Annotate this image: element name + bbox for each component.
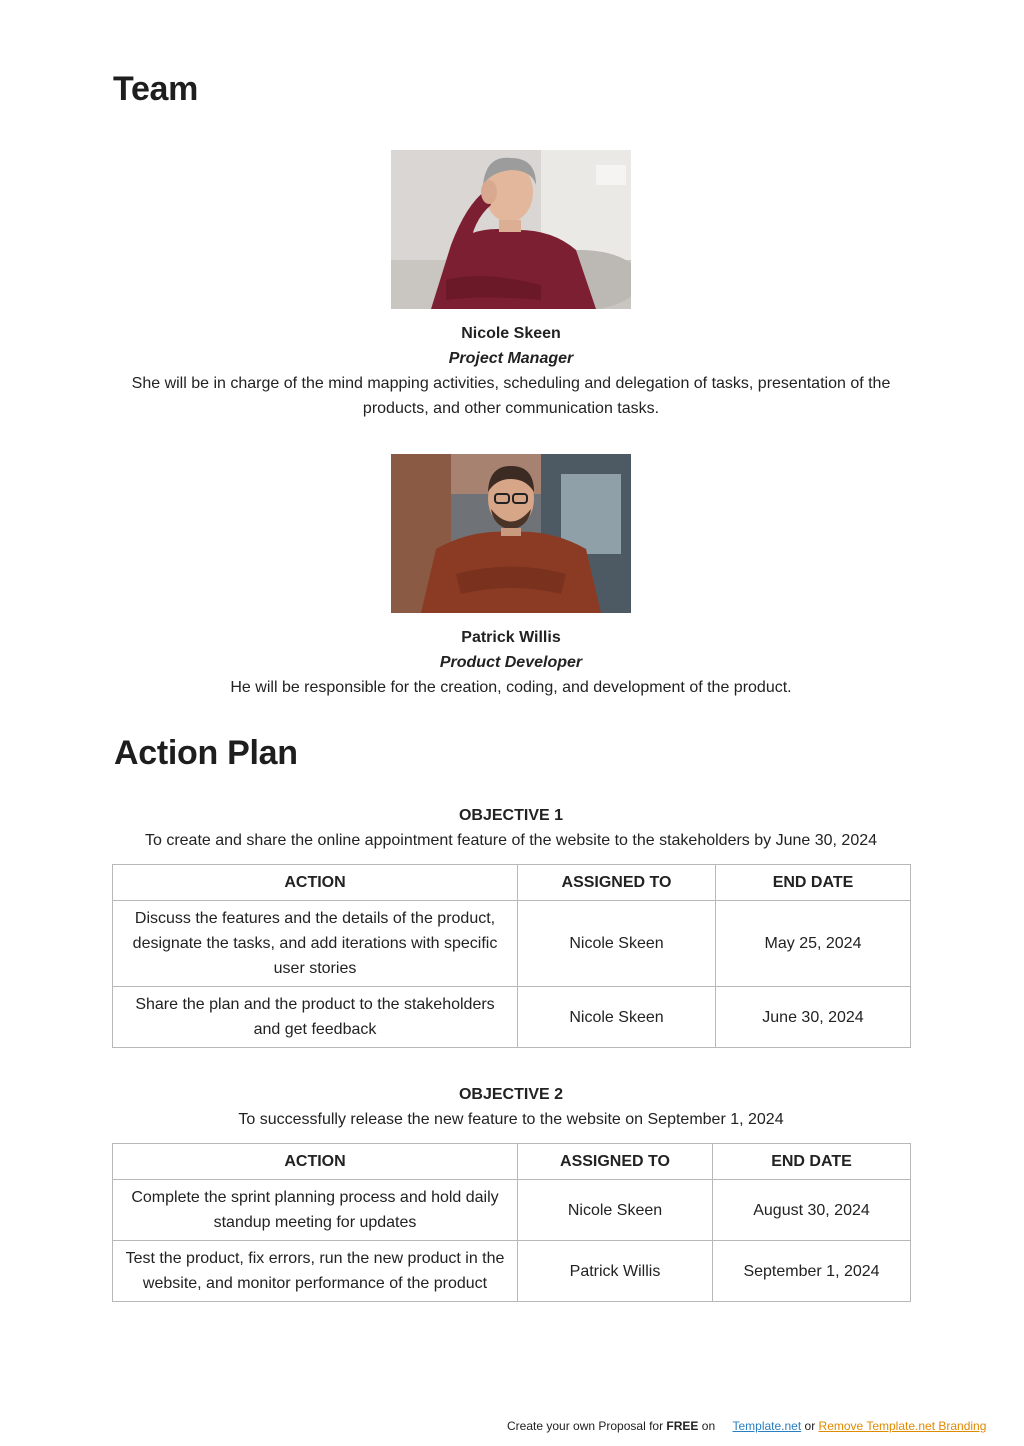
assigned-to-cell: Nicole Skeen bbox=[518, 1180, 713, 1241]
team-heading: Team bbox=[113, 70, 199, 108]
end-date-cell: August 30, 2024 bbox=[713, 1180, 911, 1241]
member-description: She will be in charge of the mind mapping activities, scheduling and delegation of tasks, presentation of the products, and other communication tasks. bbox=[131, 375, 891, 417]
assigned-to-cell: Nicole Skeen bbox=[518, 987, 716, 1048]
objective-title: OBJECTIVE 2 bbox=[458, 1086, 564, 1103]
action-cell: Share the plan and the product to the stakeholders and get feedback bbox=[113, 987, 518, 1048]
patrick-willis-photo bbox=[391, 454, 631, 613]
action-cell: Discuss the features and the details of the product, designate the tasks, and add iterations with specific user stories bbox=[113, 901, 518, 987]
assigned-to-cell: Patrick Willis bbox=[518, 1241, 713, 1302]
objective-header bbox=[112, 803, 910, 853]
action-cell: Test the product, fix errors, run the new product in the website, and monitor performance of the product bbox=[113, 1241, 518, 1302]
column-header-action: ACTION bbox=[113, 865, 518, 901]
objective-2-table bbox=[112, 1143, 911, 1302]
table-header-row bbox=[113, 865, 911, 901]
table-row bbox=[113, 901, 911, 987]
member-role: Product Developer bbox=[439, 654, 583, 671]
column-header-end-date: END DATE bbox=[716, 865, 911, 901]
template-net-link[interactable]: Template.net bbox=[732, 1419, 802, 1433]
column-header-action: ACTION bbox=[113, 1144, 518, 1180]
team-member-card bbox=[112, 150, 910, 421]
assigned-to-cell: Nicole Skeen bbox=[518, 901, 716, 987]
table-row bbox=[113, 1241, 911, 1302]
footer-on: on bbox=[698, 1419, 716, 1433]
member-role: Project Manager bbox=[448, 350, 574, 367]
objective-title: OBJECTIVE 1 bbox=[458, 807, 564, 824]
team-member-card bbox=[112, 454, 910, 700]
footer-prefix: Create your own Proposal for bbox=[507, 1419, 667, 1433]
column-header-assigned-to: ASSIGNED TO bbox=[518, 1144, 713, 1180]
end-date-cell: September 1, 2024 bbox=[713, 1241, 911, 1302]
action-plan-heading: Action Plan bbox=[114, 734, 298, 772]
table-row bbox=[113, 1180, 911, 1241]
member-description: He will be responsible for the creation, coding, and development of the product. bbox=[230, 679, 792, 696]
member-name: Patrick Willis bbox=[461, 629, 561, 646]
branding-footer bbox=[507, 1419, 986, 1433]
remove-branding-link[interactable]: Remove Template.net Branding bbox=[818, 1419, 987, 1433]
objective-1-table bbox=[112, 864, 911, 1048]
footer-or: or bbox=[801, 1419, 819, 1433]
objective-header bbox=[112, 1082, 910, 1132]
column-header-assigned-to: ASSIGNED TO bbox=[518, 865, 716, 901]
action-cell: Complete the sprint planning process and hold daily standup meeting for updates bbox=[113, 1180, 518, 1241]
table-header-row bbox=[113, 1144, 911, 1180]
objective-description: To successfully release the new feature to the website on September 1, 2024 bbox=[238, 1111, 784, 1128]
member-name: Nicole Skeen bbox=[461, 325, 561, 342]
objective-description: To create and share the online appointment feature of the website to the stakeholders by June 30, 2024 bbox=[144, 832, 878, 849]
nicole-skeen-photo bbox=[391, 150, 631, 309]
end-date-cell: June 30, 2024 bbox=[716, 987, 911, 1048]
footer-free: FREE bbox=[666, 1419, 699, 1433]
table-row bbox=[113, 987, 911, 1048]
column-header-end-date: END DATE bbox=[713, 1144, 911, 1180]
end-date-cell: May 25, 2024 bbox=[716, 901, 911, 987]
